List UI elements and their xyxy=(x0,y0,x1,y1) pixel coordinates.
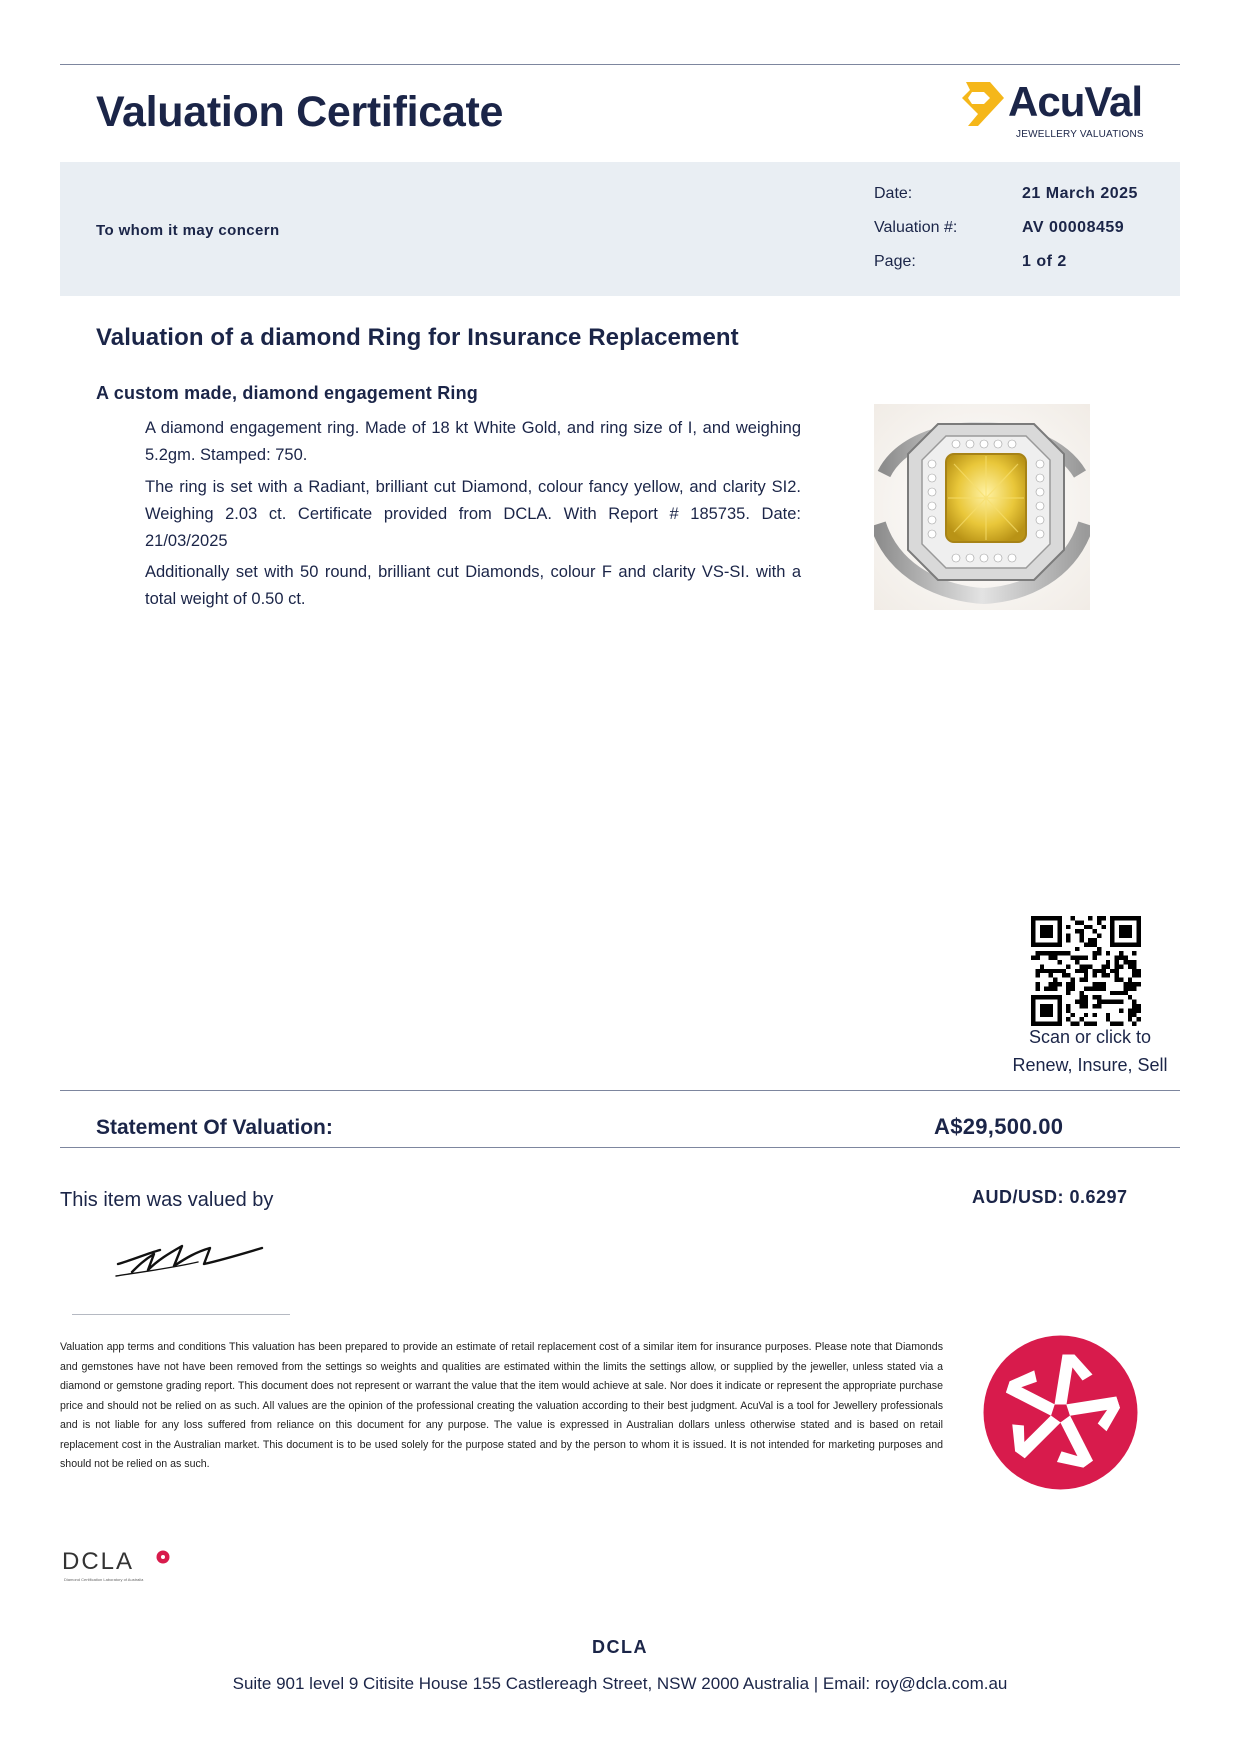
valued-by-label: This item was valued by xyxy=(60,1189,274,1211)
flower-icon xyxy=(156,1550,170,1564)
exchange-rate: AUD/USD: 0.6297 xyxy=(972,1187,1128,1207)
dcla-logo-subtitle: Diamond Certification Laboratory of Australia xyxy=(64,1577,144,1582)
valuation-number-label: Valuation #: xyxy=(874,219,958,236)
valuation-number-value: AV 00008459 xyxy=(1022,219,1125,236)
date-label: Date: xyxy=(874,185,913,202)
acuval-logo xyxy=(950,78,1162,144)
item-heading: Valuation of a diamond Ring for Insurance Replacement xyxy=(96,324,739,351)
page-label: Page: xyxy=(874,253,916,270)
statement-label: Statement Of Valuation: xyxy=(96,1116,333,1139)
acuval-tagline: JEWELLERY VALUATIONS xyxy=(1016,129,1144,140)
valuer-signature xyxy=(112,1236,272,1284)
qr-caption-line2[interactable]: Renew, Insure, Sell xyxy=(1012,1055,1168,1075)
top-divider xyxy=(60,64,1180,65)
statement-top-divider xyxy=(60,1090,1180,1091)
acuval-mark-icon xyxy=(950,80,1006,132)
page-value: 1 of 2 xyxy=(1022,253,1067,270)
item-paragraph: A diamond engagement ring. Made of 18 kt White Gold, and ring size of I, and weighing 5.2gm. Stamped: 750. xyxy=(145,419,801,464)
statement-bottom-divider xyxy=(60,1147,1180,1148)
dcla-logo-text: DCLA xyxy=(62,1548,135,1575)
valuation-amount: A$29,500.00 xyxy=(934,1114,1064,1139)
ring-photo xyxy=(874,404,1090,610)
date-value: 21 March 2025 xyxy=(1022,185,1138,202)
terms-and-conditions: Valuation app terms and conditions This valuation has been prepared to provide an estimate of retail replacement cost of a similar item for insurance purposes. Please note that Diamonds and gemstones have not have been removed from the settings so weights and qualities are estimated within the limits the settings allow, or supplied by the jeweller, unless stated via a diamond or gemstone grading report. This document does not represent or warrant the value that the item would achieve at sale. Nor does it indicate or represent the appropriate purchase price and should not be relied on as such. All values are the opinion of the professional creating the valuation according to their best judgment. AcuVal is a tool for Jewellery professionals and is not liable for any loss suffered from reliance on this document for any purpose. The value is expressed in Australian dollars unless otherwise stated and is based on retail replacement cost in the Australian market. This document is to be used solely for the purpose stated and by the person to whom it is issued. It is not intended for marketing purposes and should not be relied on as such. xyxy=(60,1341,943,1470)
acuval-logo-text: AcuVal xyxy=(1008,78,1143,125)
footer-business-name: DCLA xyxy=(592,1637,648,1657)
dcla-logo xyxy=(62,1548,182,1584)
signature-line xyxy=(72,1314,290,1315)
item-paragraph: The ring is set with a Radiant, brilliant cut Diamond, colour fancy yellow, and clarity SI2. Weighing 2.03 ct. Certificate provided from DCLA. With Report # 185735. Date: 21/03/2025 xyxy=(145,478,801,550)
business-seal xyxy=(983,1335,1138,1490)
item-subheading: A custom made, diamond engagement Ring xyxy=(96,383,478,403)
qr-code[interactable] xyxy=(1031,916,1141,1026)
footer-address: Suite 901 level 9 Citisite House 155 Castlereagh Street, NSW 2000 Australia | Email: roy@dcla.com.au xyxy=(232,1674,1008,1693)
item-paragraph: Additionally set with 50 round, brilliant cut Diamonds, colour F and clarity VS-SI. with a total weight of 0.50 ct. xyxy=(145,563,801,608)
document-title: Valuation Certificate xyxy=(96,88,504,136)
recipient-text: To whom it may concern xyxy=(96,222,280,239)
qr-caption-line1[interactable]: Scan or click to xyxy=(1028,1027,1152,1047)
